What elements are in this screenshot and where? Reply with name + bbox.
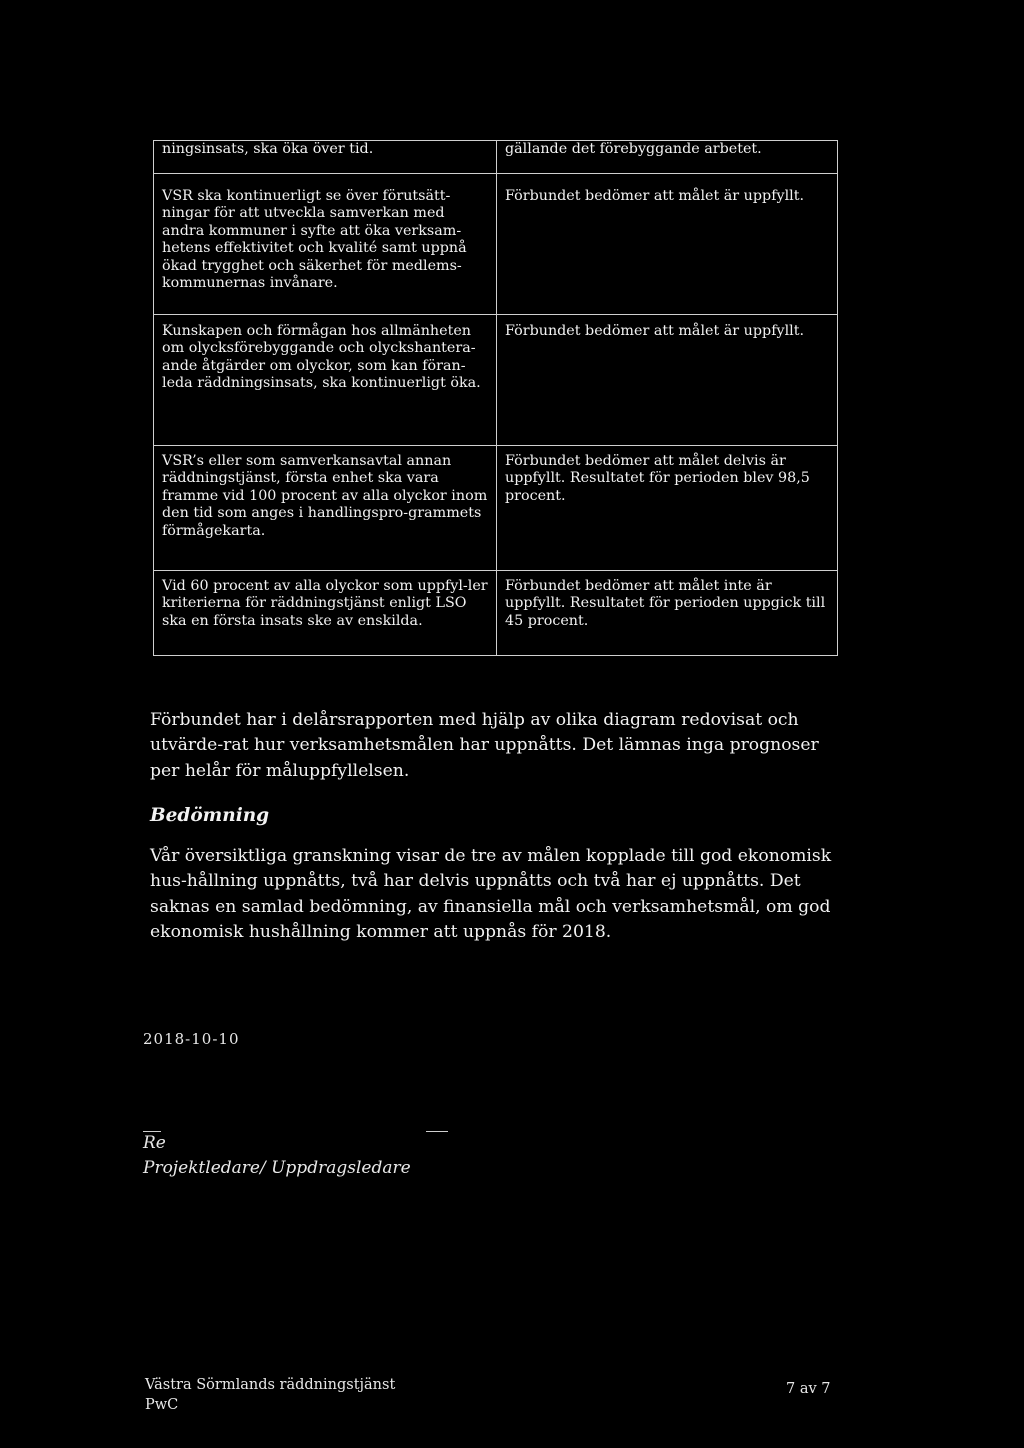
signatory-name: Re bbox=[143, 1133, 166, 1153]
section-heading: Bedömning bbox=[150, 805, 270, 826]
goal-assessment-table bbox=[153, 140, 838, 656]
assessment-cell: Förbundet bedömer att målet är uppfyllt. bbox=[497, 174, 838, 315]
body-paragraph: Förbundet har i delårsrapporten med hjälp av olika diagram redovisat och utvärde-rat hur verksamhetsmålen har uppnåtts. Det lämnas inga prognoser per helår för måluppfyllelsen. bbox=[150, 710, 819, 781]
footer-organization: Västra Sörmlands räddningstjänst bbox=[145, 1377, 396, 1393]
assessment-cell: Förbundet bedömer att målet delvis är uppfyllt. Resultatet för perioden blev 98,5 procent. bbox=[497, 446, 838, 571]
assessment-cell: gällande det förebyggande arbetet. bbox=[497, 141, 838, 174]
goal-cell: VSR’s eller som samverkansavtal annan räddningstjänst, första enhet ska vara framme vid 100 procent av alla olyckor inom den tid som anges i handlingspro-grammets förmågekarta. bbox=[154, 446, 497, 571]
table-row bbox=[154, 571, 838, 656]
goal-cell: Kunskapen och förmågan hos allmänheten om olycksförebyggande och olyckshantera-ande åtgärder om olyckor, som kan föran-leda räddningsinsats, ska kontinuerligt öka. bbox=[154, 315, 497, 446]
table-row bbox=[154, 446, 838, 571]
footer-company: PwC bbox=[145, 1397, 179, 1413]
body-paragraph: Vår översiktliga granskning visar de tre av målen kopplade till god ekonomisk hus-hållning uppnåtts, två har delvis uppnåtts och två har ej uppnåtts. Det saknas en samlad bedömning, av finansiella mål och verksamhetsmål, om god ekonomisk hushållning kommer att uppnås för 2018. bbox=[150, 846, 832, 943]
goal-cell: VSR ska kontinuerligt se över förutsätt-ningar för att utveckla samverkan med andra kommuner i syfte att öka verksam-hetens effektivitet och kvalité samt uppnå ökad trygghet och säkerhet för medlems-kommunernas invånare. bbox=[154, 174, 497, 315]
assessment-cell: Förbundet bedömer att målet är uppfyllt. bbox=[497, 315, 838, 446]
signature-line bbox=[143, 1131, 161, 1132]
goal-cell: Vid 60 procent av alla olyckor som uppfyl-ler kriterierna för räddningstjänst enligt LSO ska en första insats ske av enskilda. bbox=[154, 571, 497, 656]
page-number: 7 av 7 bbox=[786, 1381, 831, 1397]
table-row bbox=[154, 315, 838, 446]
goal-cell: ningsinsats, ska öka över tid. bbox=[154, 141, 497, 174]
signatory-role: Projektledare/ Uppdragsledare bbox=[143, 1158, 411, 1178]
table-row bbox=[154, 141, 838, 174]
signature-line bbox=[426, 1131, 448, 1132]
signature-date: 2018-10-10 bbox=[143, 1030, 240, 1048]
assessment-cell: Förbundet bedömer att målet inte är uppfyllt. Resultatet för perioden uppgick till 45 procent. bbox=[497, 571, 838, 656]
table-row bbox=[154, 174, 838, 315]
